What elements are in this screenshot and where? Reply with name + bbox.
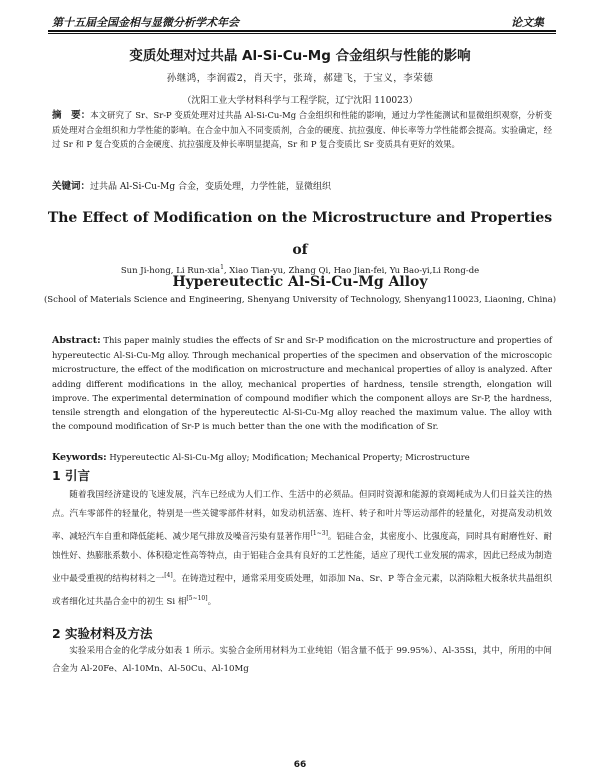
running-header-section: 论文集 <box>511 16 544 29</box>
abstract-chinese-text: 本文研究了 Sr、Sr-P 变质处理对过共晶 Al-Si-Cu-Mg 合金组织和性能的影响，通过力学性能测试和显微组织观察，分析变质处理对合金组织和力学性能的影响。在合金中加入不同变质剂，合金的硬度、抗拉强度、伸长率等力学性能都会提高。实验确定，经过 Sr 和 P 复合变质的合金硬度、抗拉强度及伸长率明显提高，Sr 和 P 复合变质比 Sr 变质具有更好的效果。 <box>52 110 552 149</box>
affiliation-english: (School of Materials Science and Engineering, Shenyang University of Technology, Shenyang110023, Liaoning, China) <box>43 295 557 305</box>
paper-title-english-line2: Hypereutectic Al-Si-Cu-Mg Alloy <box>172 274 428 290</box>
paper-title-chinese: 变质处理对过共晶 Al-Si-Cu-Mg 合金组织与性能的影响 <box>129 48 471 64</box>
affiliation-chinese: （沈阳工业大学材料科学与工程学院，辽宁沈阳 110023） <box>182 96 418 106</box>
citation-3: [5~10] <box>186 594 208 602</box>
intro-text-4: 。 <box>207 596 217 607</box>
keywords-english <box>52 450 552 465</box>
keywords-chinese <box>52 180 552 194</box>
keywords-chinese-text: 过共晶 Al-Si-Cu-Mg 合金，变质处理，力学性能，显微组织 <box>90 182 331 192</box>
paper-title-english-line1: The Effect of Modification on the Microstructure and Properties of <box>47 210 553 258</box>
section-heading-methods: 2 实验材料及方法 <box>52 626 153 641</box>
keywords-english-label: Keywords: <box>52 452 107 463</box>
methods-paragraph: 实验采用合金的化学成分如表 1 所示。实验合金所用材料为工业纯铝（铝含量不低于 99.95%）、Al-35Si，其中，所用的中间合金为 Al-20Fe、Al-10Mn、Al-50Cu、Al-10Mg <box>52 646 552 674</box>
author-superscript: 1 <box>220 264 224 271</box>
abstract-english-label: Abstract: <box>52 335 101 346</box>
authors-english <box>40 264 560 276</box>
paper-title-english <box>40 202 560 298</box>
authors-english-part2: , Xiao Tian-yu, Zhang Qi, Hao Jian-fei, Yu Bao-yi,Li Rong-de <box>223 265 480 276</box>
abstract-english-text: This paper mainly studies the effects of Sr and Sr-P modification on the microstructure and properties of hypereutectic Al-Si-Cu-Mg alloy. Through mechanical properties of the specimen and observation of the microscopic microstructure, the effect of the modification on microstructure and mechanical properties of alloy is analyzed. After adding different modifications in the alloy, mechanical properties of hardness, tensile strength, elongation will improve. The experimental determination of compound modifier which the component alloys are Sr-P, the hardness, tensile strength and elongation of the hypereutectic Al-Si-Cu-Mg alloy reached the maximum value. The alloy with the compound modification of Sr-P is much better than the one with the modification of Sr. <box>52 335 552 432</box>
abstract-english <box>52 333 552 433</box>
intro-text-1: 随着我国经济建设的飞速发展，汽车已经成为人们工作、生活中的必须品。但同时资源和能源的衰竭耗成为人们日益关注的热点。汽车零部件的轻量化，特别是一些关键零部件材料，如发动机活塞、连杆、转子和叶片等运动部件的轻量化，对提高发动机效率、减轻汽车自重和降低能耗、减少尾气排放及噪音污染有显著作用 <box>52 490 552 542</box>
citation-2: [4] <box>164 571 173 579</box>
authors-english-part1: Sun Ji-hong, Li Run-xia <box>120 265 221 276</box>
section-heading-introduction: 1 引言 <box>52 468 91 483</box>
keywords-chinese-label: 关键词： <box>52 181 91 192</box>
keywords-english-text: Hypereutectic Al-Si-Cu-Mg alloy; Modification; Mechanical Property; Microstructure <box>109 452 470 462</box>
abstract-chinese <box>52 108 552 151</box>
intro-text-3: 。在铸造过程中，通常采用变质处理，如添加 Na、Sr、P 等合金元素，以消除粗大板条状共晶组织或者细化过共晶合金中的初生 Si 相 <box>52 573 552 607</box>
introduction-paragraph <box>52 486 552 612</box>
abstract-chinese-label: 摘 要： <box>52 110 91 121</box>
header-rule-thin <box>48 33 556 34</box>
page-number: 66 <box>293 760 307 770</box>
authors-chinese: 孙继鸿，李润霞2，肖天宇，张琦，郝建飞，于宝义，李荣德 <box>166 73 434 84</box>
running-header-conference: 第十五届全国金相与显微分析学术年会 <box>52 16 239 29</box>
intro-text-2: 。铝硅合金，其密度小、比强度高，同时具有耐磨性好、耐蚀性好、热膨胀系数小、体积稳定性高等特点，由于铝硅合金具有良好的工艺性能，适应了现代工业发展的需求，因此已经成为制造业中最受重视的结构材料之一 <box>52 531 552 584</box>
citation-1: [1~3] <box>310 530 328 537</box>
header-rule-thick <box>48 30 556 32</box>
